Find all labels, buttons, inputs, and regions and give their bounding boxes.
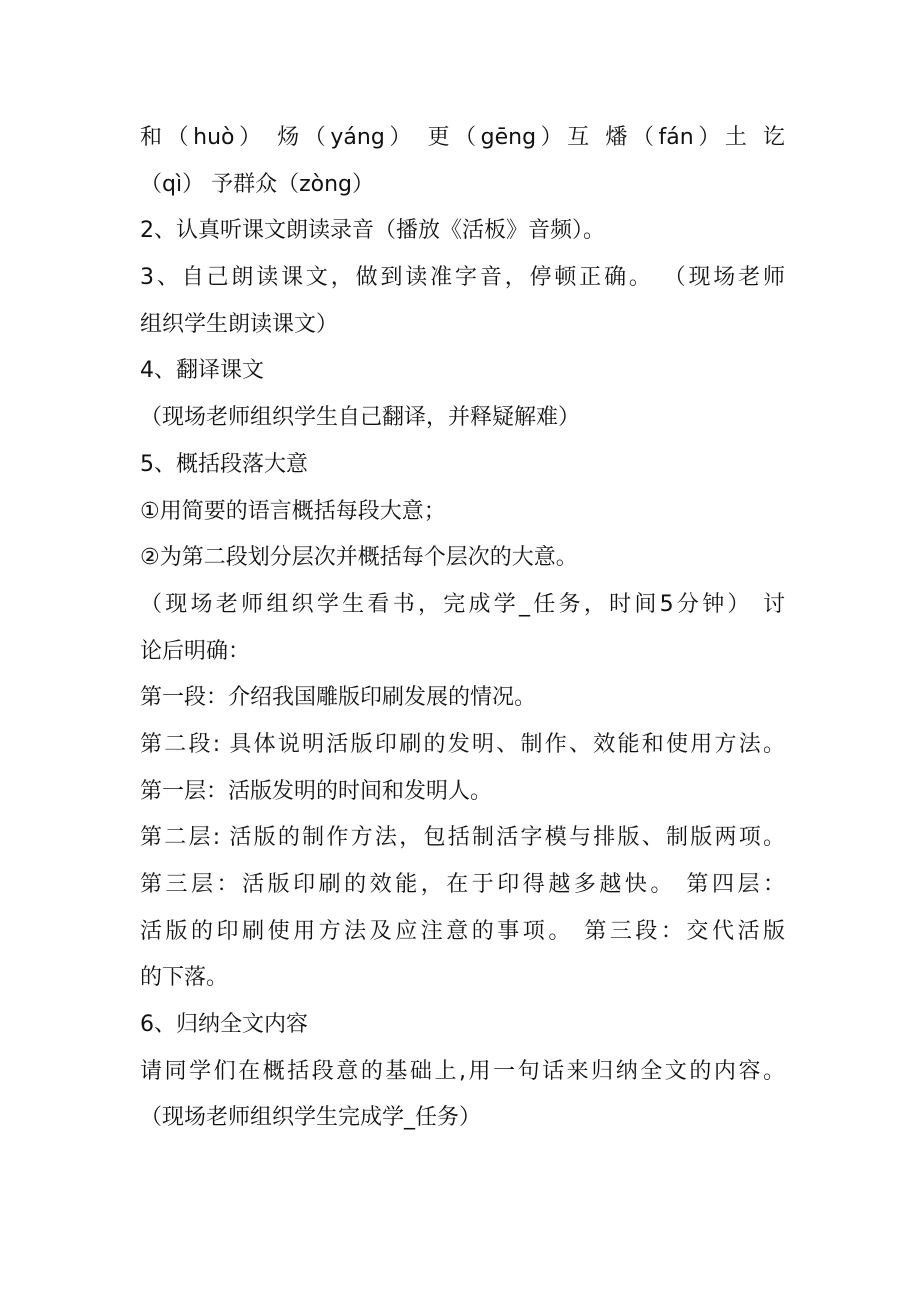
text-line-2: （qì） 予群众（zòng） [140,171,374,197]
text-line-3: 2、认真听课文朗读录音（播放《活板》音频）。 [140,218,605,244]
text-line-13: 第一段：介绍我国雕版印刷发展的情况。 [140,685,537,711]
text-line-22: （现场老师组织学生完成学_任务） [140,1105,482,1131]
text-line-6: 4、翻译课文 [140,358,264,384]
text-line-17: 第三层：活版印刷的效能，在于印得越多越快。 第四层： [140,872,785,897]
text-line-15: 第一层：活版发明的时间和发明人。 [140,778,493,804]
text-line-4: 3、自己朗读课文，做到读准字音，停顿正确。 （现场老师 [140,265,785,291]
text-line-1: 和（huò） 炀（yáng） 更（gēng）互 燔（fán）土 讫 [140,125,785,150]
text-line-9: ①用简要的语言概括每段大意； [140,498,446,524]
text-line-20: 6、归纳全文内容 [140,1012,308,1038]
text-line-5: 组织学生朗读课文） [140,311,339,337]
text-line-14: 第二段: 具体说明活版印刷的发明、制作、效能和使用方法。 [140,731,785,757]
text-line-21: 请同学们在概括段意的基础上,用一句话来归纳全文的内容。 [140,1058,785,1084]
text-line-16: 第二层: 活版的制作方法，包括制活字模与排版、制版两项。 [140,825,785,851]
text-line-8: 5、概括段落大意 [140,451,308,477]
text-line-11: （现场老师组织学生看书，完成学_任务，时间5分钟） 讨 [140,591,785,617]
text-line-7: （现场老师组织学生自己翻译，并释疑解难） [140,405,581,431]
document-page [140,115,785,1142]
text-line-19: 的下落。 [140,965,229,991]
text-line-12: 论后明确： [140,638,251,664]
text-line-10: ②为第二段划分层次并概括每个层次的大意。 [140,545,578,571]
text-line-18: 活版的印刷使用方法及应注意的事项。 第三段：交代活版 [140,918,785,944]
